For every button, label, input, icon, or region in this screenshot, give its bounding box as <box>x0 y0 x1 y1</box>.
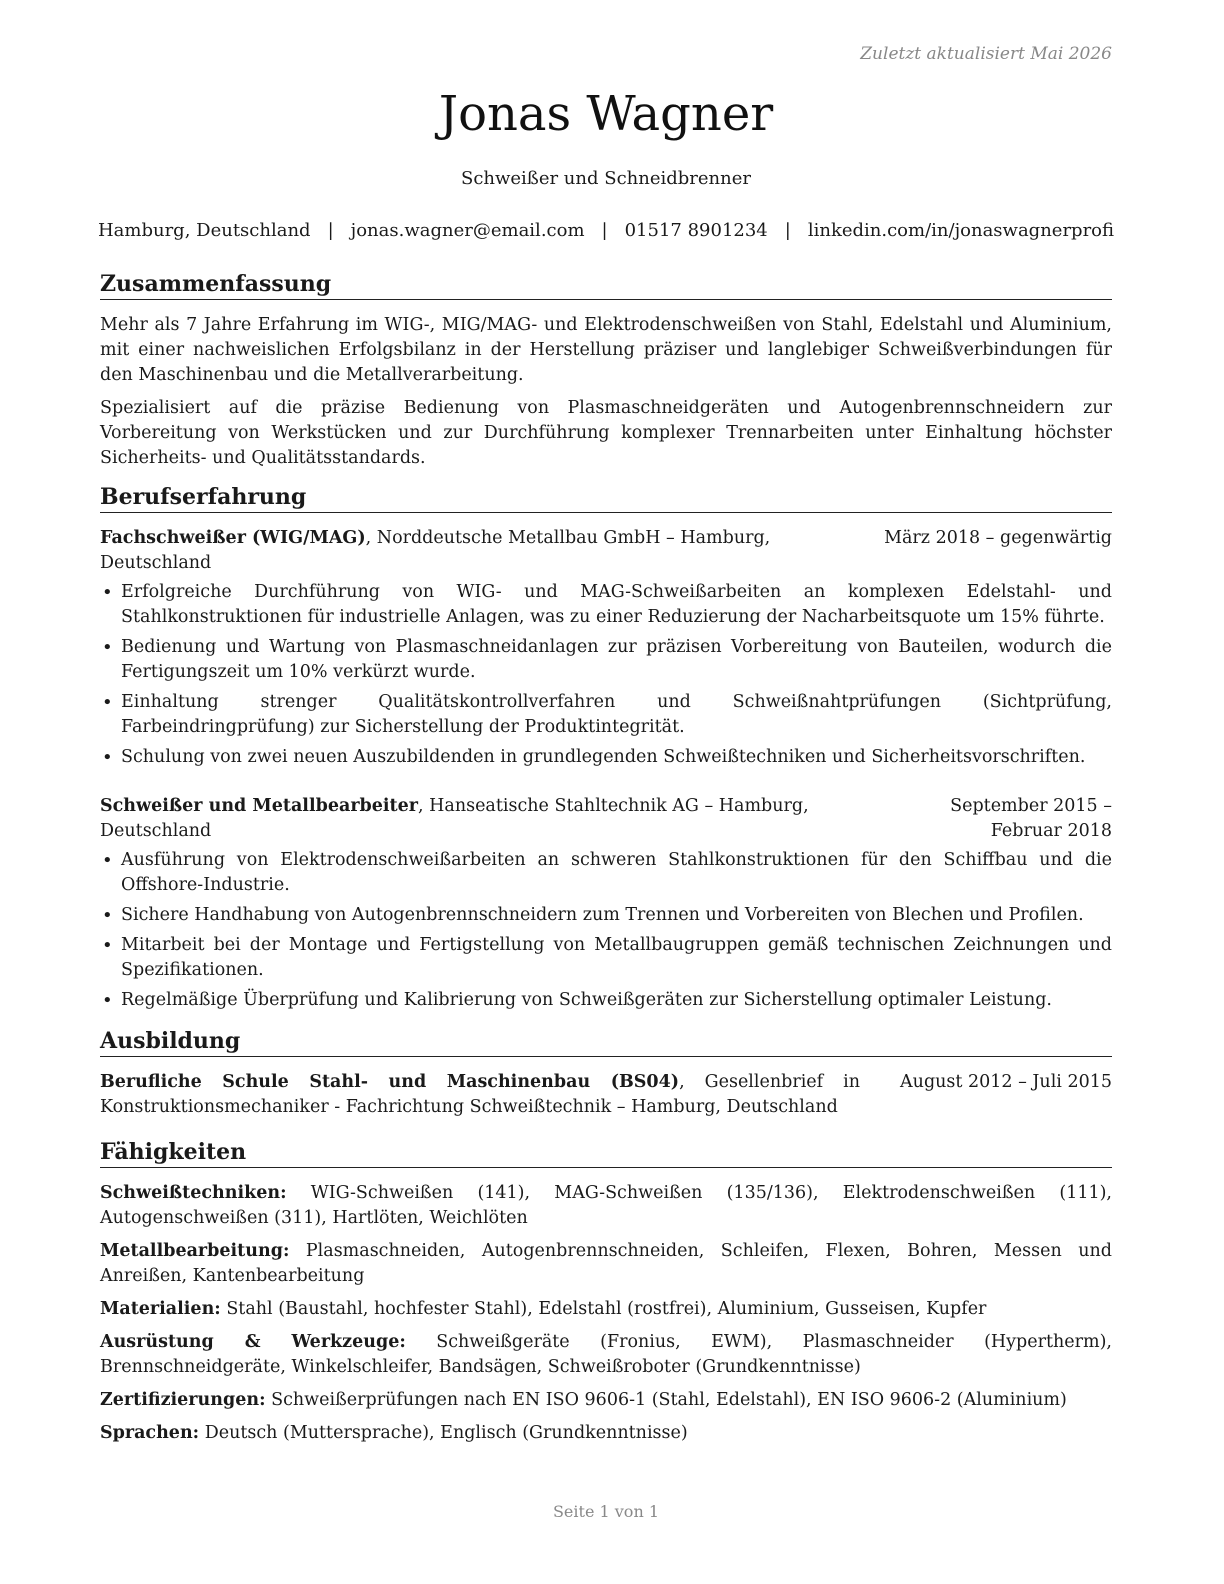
list-item: • Bedienung und Wartung von Plasmaschneidanlagen zur präzisen Vorbereitung von Bauteilen, wodurch die Fertigungszeit um 10% verkürzt wurde. <box>100 635 1112 685</box>
job-header <box>100 794 1112 844</box>
list-item: • Sichere Handhabung von Autogenbrennschneidern zum Trennen und Vorbereiten von Blechen und Profilen. <box>100 903 1112 928</box>
experience-section <box>100 483 1112 1013</box>
contact-separator: | <box>784 220 791 241</box>
skill-group <box>100 1297 1112 1322</box>
job-role: Fachschweißer (WIG/MAG) <box>100 528 366 548</box>
skill-label: Schweißtechniken: <box>100 1183 287 1203</box>
candidate-name: Jonas Wagner <box>438 86 774 142</box>
contact-phone[interactable]: 01517 8901234 <box>624 220 768 241</box>
skill-label: Sprachen: <box>100 1423 200 1443</box>
skill-label: Metallbearbeitung: <box>100 1241 290 1261</box>
job-bullets <box>100 580 1112 770</box>
job-header <box>100 526 1112 576</box>
list-item: • Mitarbeit bei der Montage und Fertigstellung von Metallbaugruppen gemäß technischen Zeichnungen und Spezifikationen. <box>100 933 1112 983</box>
skill-value: WIG-Schweißen (141), MAG-Schweißen (135/136), Elektrodenschweißen (111), Autogenschweißen (311), Hartlöten, Weichlöten <box>100 1183 1112 1228</box>
list-item: • Regelmäßige Überprüfung und Kalibrierung von Schweißgeräten zur Sicherstellung optimaler Leistung. <box>100 988 1112 1013</box>
section-title-skills: Fähigkeiten <box>100 1138 1112 1168</box>
list-item: • Schulung von zwei neuen Auszubildenden in grundlegenden Schweißtechniken und Sicherheitsvorschriften. <box>100 745 1112 770</box>
education-school: Berufliche Schule Stahl- und Maschinenbau (BS04) <box>100 1072 680 1092</box>
summary-section <box>100 270 1112 471</box>
education-detail: , Gesellenbrief in Konstruktionsmechaniker - Fachrichtung Schweißtechnik – Hamburg, Deutschland <box>100 1072 860 1117</box>
job-role: Schweißer und Metallbearbeiter <box>100 796 418 816</box>
skill-group <box>100 1421 1112 1446</box>
skill-group <box>100 1181 1112 1231</box>
job-entry <box>100 794 1112 1013</box>
job-entry <box>100 526 1112 770</box>
list-item: • Ausführung von Elektrodenschweißarbeiten an schweren Stahlkonstruktionen für den Schiffbau und die Offshore-Industrie. <box>100 848 1112 898</box>
candidate-headline: Schweißer und Schneidbrenner <box>460 168 751 189</box>
page-number: Seite 1 von 1 <box>552 1502 660 1521</box>
contact-separator: | <box>327 220 334 241</box>
contact-line <box>60 220 1152 241</box>
last-updated: Zuletzt aktualisiert Mai 2026 <box>860 44 1112 64</box>
skill-label: Materialien: <box>100 1299 221 1319</box>
list-item: • Einhaltung strenger Qualitätskontrollverfahren und Schweißnahtprüfungen (Sichtprüfung, Farbeindringprüfung) zur Sicherstellung der Produktintegrität. <box>100 690 1112 740</box>
job-dates: März 2018 – gegenwärtig <box>884 528 1112 548</box>
resume-page <box>97 0 1115 1584</box>
job-company: , Hanseatische Stahltechnik AG – Hamburg, Deutschland <box>100 796 809 841</box>
skill-value: Plasmaschneiden, Autogenbrennschneiden, Schleifen, Flexen, Bohren, Messen und Anreißen, Kantenbearbeitung <box>100 1241 1112 1286</box>
skill-group <box>100 1239 1112 1289</box>
education-entry <box>100 1070 1112 1120</box>
skill-label: Ausrüstung & Werkzeuge: <box>100 1332 406 1352</box>
skill-label: Zertifizierungen: <box>100 1390 266 1410</box>
summary-paragraph: Spezialisiert auf die präzise Bedienung von Plasmaschneidgeräten und Autogenbrennschneidern zur Vorbereitung von Werkstücken und zur Durchführung komplexer Trennarbeiten unter Einhaltung höchster Sicherheits- und Qualitätsstandards. <box>100 398 1112 468</box>
skill-value: Schweißgeräte (Fronius, EWM), Plasmaschneider (Hypertherm), Brennschneidgeräte, Winkelschleifer, Bandsägen, Schweißroboter (Grundkenntnisse) <box>100 1332 1112 1377</box>
skill-value: Stahl (Baustahl, hochfester Stahl), Edelstahl (rostfrei), Aluminium, Gusseisen, Kupfer <box>220 1299 987 1319</box>
education-section <box>100 1027 1112 1120</box>
education-dates: August 2012 – Juli 2015 <box>900 1072 1112 1092</box>
skills-section <box>100 1138 1112 1446</box>
list-item: • Erfolgreiche Durchführung von WIG- und MAG-Schweißarbeiten an komplexen Edelstahl- und Stahlkonstruktionen für industrielle Anlagen, was zu einer Reduzierung der Nacharbeitsquote um 15% führte. <box>100 580 1112 630</box>
contact-linkedin[interactable]: linkedin.com/in/jonaswagnerprofi <box>807 220 1115 241</box>
skill-value: Deutsch (Muttersprache), Englisch (Grundkenntnisse) <box>199 1423 688 1443</box>
contact-separator: | <box>601 220 608 241</box>
skill-value: Schweißerprüfungen nach EN ISO 9606-1 (Stahl, Edelstahl), EN ISO 9606-2 (Aluminium) <box>265 1390 1067 1410</box>
skill-group <box>100 1388 1112 1413</box>
summary-paragraph: Mehr als 7 Jahre Erfahrung im WIG-, MIG/MAG- und Elektrodenschweißen von Stahl, Edelstahl und Aluminium, mit einer nachweislichen Erfolgsbilanz in der Herstellung präziser und langlebiger Schweißverbindungen für den Maschinenbau und die Metallverarbeitung. <box>100 315 1112 385</box>
section-title-summary: Zusammenfassung <box>100 270 1112 300</box>
education-title-line <box>100 1070 880 1120</box>
job-dates: September 2015 – Februar 2018 <box>950 796 1112 841</box>
section-title-experience: Berufserfahrung <box>100 483 1112 513</box>
job-title-line <box>100 794 876 844</box>
job-company: , Norddeutsche Metallbau GmbH – Hamburg, Deutschland <box>100 528 771 573</box>
contact-location: Hamburg, Deutschland <box>97 220 311 241</box>
resume-content <box>100 270 1112 1458</box>
contact-email[interactable]: jonas.wagner@email.com <box>350 220 585 241</box>
job-title-line <box>100 526 884 576</box>
section-title-education: Ausbildung <box>100 1027 1112 1057</box>
skill-group <box>100 1330 1112 1380</box>
job-bullets <box>100 848 1112 1013</box>
